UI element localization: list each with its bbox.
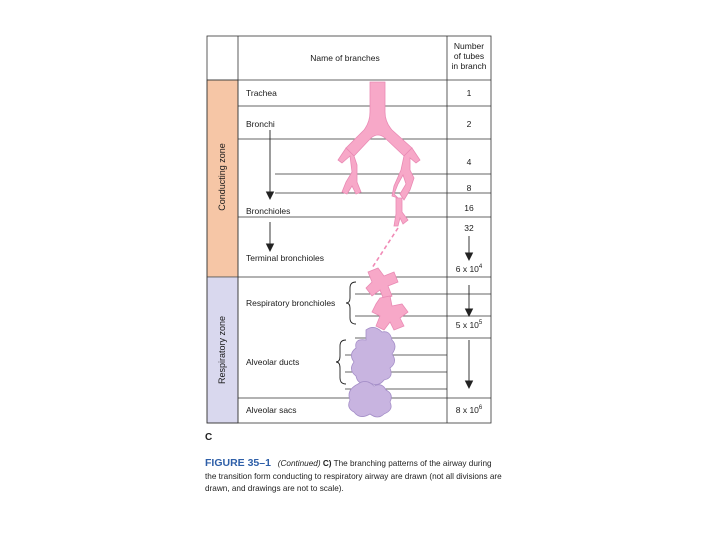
label-respiratory-bronchioles: Respiratory bronchioles — [246, 298, 336, 308]
caption-text: The branching patterns of the airway during the transition form conducting to respiratory airway are drawn (not all divisions are drawn, and drawings are not to scale). — [205, 459, 502, 493]
count-sacs-exp: 6 — [478, 405, 483, 412]
count-alveolar-sacs — [447, 405, 491, 415]
count-terminal — [447, 264, 491, 274]
terminal-bronchiole-shape — [366, 268, 398, 300]
label-alveolar-sacs: Alveolar sacs — [246, 405, 297, 415]
count-16: 16 — [464, 203, 474, 213]
label-alveolar-ducts: Alveolar ducts — [246, 357, 300, 367]
respiratory-bronchiole-shape — [372, 296, 408, 330]
count-4: 4 — [466, 157, 472, 167]
alveolar-duct-shape — [351, 327, 395, 384]
name-arrows — [267, 130, 274, 251]
trachea-shape — [346, 82, 412, 156]
count-header-line-2: of tubes — [453, 51, 485, 61]
count-32: 32 — [464, 223, 474, 233]
label-terminal-bronchioles: Terminal bronchioles — [246, 253, 324, 263]
respiratory-zone-label: Respiratory zone — [217, 315, 227, 385]
count-arrows — [466, 236, 473, 388]
alveolar-sac-shape — [349, 381, 392, 417]
label-trachea: Trachea — [246, 88, 277, 98]
name-column-header: Name of branches — [310, 53, 380, 63]
panel-letter: C — [205, 432, 213, 443]
caption-figure-number: FIGURE 35–1 — [205, 457, 271, 469]
count-header-line-3: in branch — [451, 61, 487, 71]
bronchiole-shape — [394, 198, 408, 226]
count-terminal-base: 6 x 10 — [455, 264, 479, 274]
count-column-header — [447, 41, 491, 71]
left-bronchus-branches — [338, 148, 361, 194]
count-trachea: 1 — [466, 88, 472, 98]
caption-continued: (Continued) — [277, 459, 321, 468]
count-header-line-1: Number — [453, 41, 485, 51]
conducting-zone-label: Conducting zone — [217, 143, 227, 211]
count-bronchi: 2 — [466, 119, 472, 129]
figure-caption — [205, 457, 505, 496]
caption-letter: C) — [322, 459, 332, 468]
count-resp-base: 5 x 10 — [455, 320, 479, 330]
count-sacs-base: 8 x 10 — [455, 405, 479, 415]
label-bronchi: Bronchi — [246, 119, 275, 129]
brace-alveolar-ducts — [336, 340, 346, 384]
transition-dashes — [372, 228, 398, 268]
label-bronchioles: Bronchioles — [246, 206, 291, 216]
count-respiratory-bronchioles — [447, 320, 491, 330]
count-8: 8 — [466, 183, 472, 193]
count-terminal-exp: 4 — [478, 264, 483, 271]
count-resp-exp: 5 — [478, 320, 483, 327]
alveoli — [349, 327, 395, 417]
brace-respiratory-bronchioles — [346, 282, 356, 324]
